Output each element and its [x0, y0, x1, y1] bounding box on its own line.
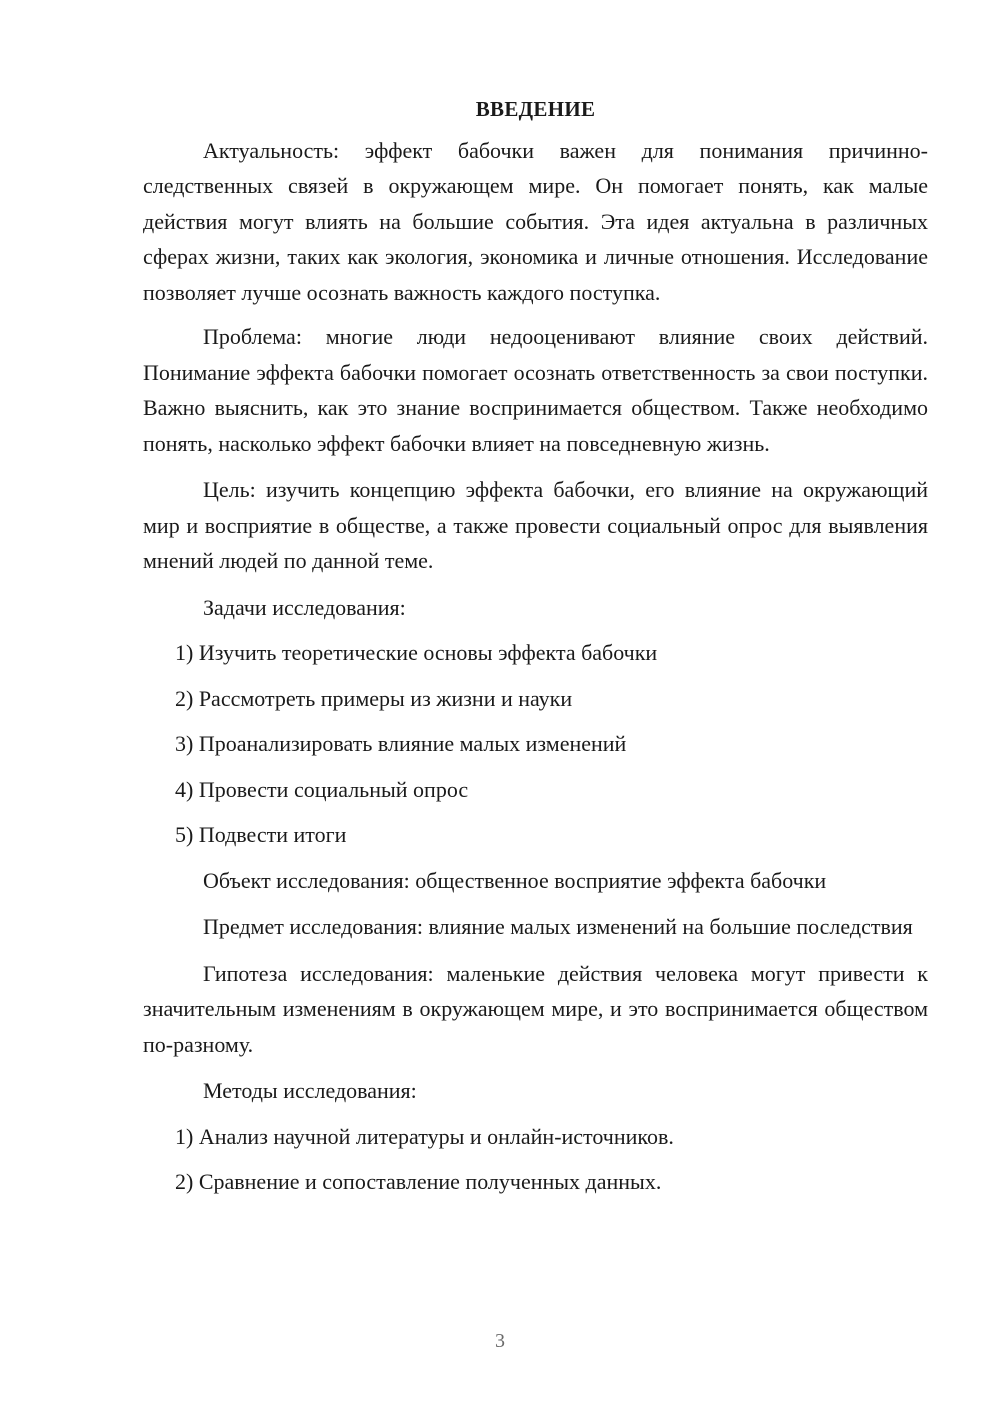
paragraph-relevance: Актуальность: эффект бабочки важен для понимания причинно-следственных связей в окружающем мире. Он помогает понять, как малые действия могут влиять на большие события. Эта идея актуальна в различных сферах жизни, таких как экология, экономика и личные отношения. Исследование позволяет лучше осознать важность каждого поступка.	[143, 137, 928, 305]
paragraph-hypothesis: Гипотеза исследования: маленькие действия человека могут привести к значительным изменениям в окружающем мире, и это воспринимается обществом по-разному.	[143, 960, 928, 1057]
list-item: 5) Подвести итоги	[175, 822, 347, 847]
section-title: ВВЕДЕНИЕ	[475, 97, 596, 121]
list-item: 4) Провести социальный опрос	[175, 776, 469, 802]
list-item: 1) Анализ научной литературы и онлайн-источников.	[175, 1123, 674, 1149]
tasks-list	[143, 635, 928, 853]
paragraph-problem: Проблема: многие люди недооценивают влияние своих действий. Понимание эффекта бабочки помогает осознать ответственность за свои поступки. Важно выяснить, как это знание воспринимается обществом. Также необходимо понять, насколько эффект бабочки влияет на повседневную жизнь.	[143, 324, 928, 456]
methods-list	[143, 1119, 928, 1200]
paragraph-object: Объект исследования: общественное восприятие эффекта бабочки	[203, 867, 827, 893]
document-page	[143, 92, 928, 1210]
list-item: 2) Рассмотреть примеры из жизни и науки	[175, 685, 573, 711]
paragraph-goal: Цель: изучить концепцию эффекта бабочки, его влияние на окружающий мир и восприятие в обществе, а также провести социальный опрос для выявления мнений людей по данной теме.	[143, 477, 928, 573]
list-item: 1) Изучить теоретические основы эффекта бабочки	[175, 640, 658, 665]
paragraph-subject: Предмет исследования: влияние малых изменений на большие последствия	[203, 914, 913, 939]
page-number: 3	[495, 1330, 505, 1352]
list-item: 2) Сравнение и сопоставление полученных данных.	[175, 1169, 662, 1194]
list-item: 3) Проанализировать влияние малых изменений	[175, 731, 627, 756]
tasks-label: Задачи исследования:	[203, 594, 406, 620]
methods-label: Методы исследования:	[203, 1078, 417, 1103]
